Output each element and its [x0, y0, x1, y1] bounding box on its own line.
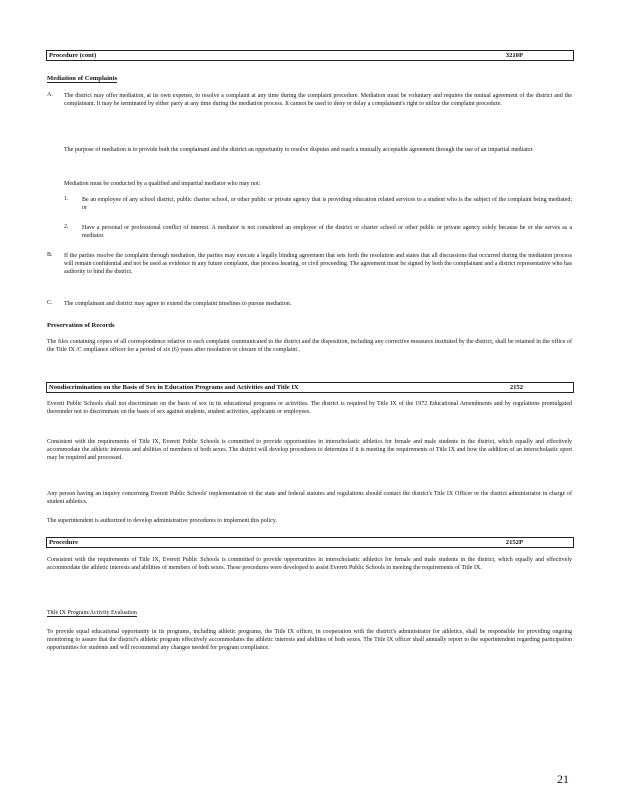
item-c-marker: C. — [47, 300, 53, 306]
procedure-code: 3210P — [505, 52, 523, 59]
subitem-1-text: Be an employee of any school district, public charter school, or other public or private agency that is providing education related services to a student who is the subject of the complaint being mediated; or — [82, 197, 572, 212]
item-c-text: The complainant and district may agree to extend the complaint timelines to pursue mediation. — [64, 301, 292, 307]
procedure-2152p-code: 2152P — [505, 539, 523, 546]
subitem-2-text: Have a personal or professional conflict of interest. A mediator is not considered an employee of the district or charter school or other public or private agency solely because he or she serves as a mediator. — [82, 225, 572, 240]
nondiscrimination-paragraph-2: Consistent with the requirements of Title IX, Everett Public Schools is committed to provide opportunities in interscholastic athletics for female and male students in the district, which equally and effectively accommodate the athletic interests and abilities of members of both sexes. The district will develop procedures to determine if it is meeting the requirements of Title IX and how the addition of an interscholastic sport may be required and processed. — [47, 439, 572, 462]
mediation-heading: Mediation of Complaints — [47, 75, 118, 82]
nondiscrimination-code: 2152 — [509, 384, 523, 391]
mediation-purpose: The purpose of mediation is to provide both the complainant and the district an opportunity to resolve disputes and reach a mutually acceptable agreement through the use of an impartial mediator. — [64, 147, 534, 153]
item-b-marker: B. — [47, 252, 53, 258]
procedure-2152p-label: Procedure — [49, 539, 79, 546]
nondiscrimination-paragraph-3: Any person having an inquiry concerning Everett Public Schools' implementation of the state and federal statutes and regulations should contact the district's Title IX Officer or the district administrator in charge of student athletics. — [47, 491, 572, 506]
procedure-header-bar — [46, 50, 574, 61]
nondiscrimination-header-bar — [46, 382, 574, 393]
nondiscrimination-paragraph-1: Everett Public Schools shall not discriminate on the basis of sex in its educational programs or activities. The district is required by Title IX of the 1972 Educational Amendments and by regulations promulgated thereunder not to discriminate on the basis of sex against students, student activities, applicants or employees. — [47, 401, 572, 416]
nondiscrimination-header-label: Nondiscrimination on the Basis of Sex in Education Programs and Activities and Title IX — [49, 384, 299, 391]
item-a-marker: A. — [47, 92, 53, 98]
procedure-header-label: Procedure (cont) — [49, 52, 97, 59]
evaluation-text: To provide equal educational opportunity in its programs, including athletic programs, the Title IX officer, in cooperation with the district's administrator for athletics, shall be responsible for providing ongoing monitoring to assure that the district's athletic program effectively accommodates the athletic interests and abilities of both sexes. The Title IX officer shall annually report to the superintendent regarding participation opportunities for students and will recommend any changes needed for program compliance. — [47, 629, 572, 652]
preservation-text: The files containing copies of all correspondence relative to each complaint communicated to the district and the disposition, including any corrective measures instituted by the district, shall be retained in the office of the Title IX /C ompliance officer for a period of six (6) years after resolution or closure of the complaint . — [47, 339, 572, 354]
item-a-text: The district may offer mediation, at its own expense, to resolve a complaint at any time during the complaint procedure. Mediation must be voluntary and requires the mutual agreement of the district and the complainant. It may be terminated by either party at any time during the mediation process. It cannot be used to deny or delay a complainant's right to utilize the complaint procedure. — [64, 93, 572, 108]
page-number: 21 — [557, 772, 569, 786]
nondiscrimination-paragraph-4: The superintendent is authorized to develop administrative procedures to implement this policy. — [47, 518, 277, 524]
subitem-2-marker: 2. — [64, 224, 69, 230]
evaluation-heading: Title IX Program/Activity Evaluation — [47, 610, 137, 616]
procedure-2152p-paragraph: Consistent with the requirements of Title IX, Everett Public Schools is committed to provide opportunities in interscholastic athletics for female and male students in the district, which equally and effectively accommodate the athletic interests and abilities of members of both sexes. These procedures were developed to assist Everett Public Schools in meeting the requirements of Title IX. — [47, 557, 572, 572]
preservation-heading: Preservation of Records — [47, 322, 115, 329]
mediation-conducted: Mediation must be conducted by a qualified and impartial mediator who may not: — [64, 181, 261, 187]
subitem-1-marker: 1. — [64, 196, 69, 202]
item-b-text: If the parties resolve the complaint through mediation, the parties may execute a legally binding agreement that sets forth the resolution and states that all discussions that occurred during the mediation process will remain confidential and not be used as evidence in any future complaint, due process hearing, or civil proceeding. The agreement must be signed by both the complainant and a district representative who has authority to bind the district. — [64, 253, 572, 276]
procedure-2152p-header-bar — [46, 537, 574, 548]
